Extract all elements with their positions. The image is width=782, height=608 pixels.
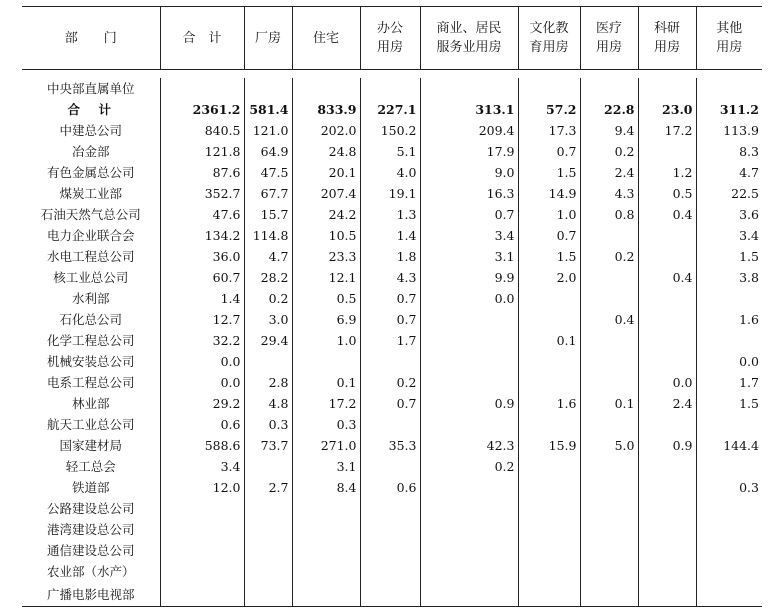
- table-cell: [638, 456, 696, 477]
- department-name: 冶金部: [71, 144, 110, 159]
- table-cell: [420, 519, 518, 540]
- department-name: 港湾建设总公司: [46, 522, 135, 537]
- table-cell: 0.6: [160, 414, 244, 435]
- table-cell: [518, 414, 580, 435]
- table-cell: [292, 540, 360, 561]
- table-cell: 2.4: [638, 393, 696, 414]
- table-cell: [160, 561, 244, 582]
- table-cell: [518, 456, 580, 477]
- table-cell: 0.2: [360, 372, 420, 393]
- table-cell: [160, 540, 244, 561]
- table-row: [22, 246, 762, 267]
- table-cell: [244, 519, 292, 540]
- table-cell: 1.0: [292, 330, 360, 351]
- department-name: 水电工程总公司: [46, 249, 135, 264]
- department-name: 铁道部: [71, 480, 110, 495]
- header-label: 用房: [653, 40, 680, 55]
- table-cell: [518, 477, 580, 498]
- table-cell: 32.2: [160, 330, 244, 351]
- table-cell: 0.7: [518, 141, 580, 162]
- table-cell: [292, 582, 360, 607]
- table-cell: [696, 498, 762, 519]
- table-cell: [292, 498, 360, 519]
- group-title-row: [22, 78, 762, 99]
- table-cell: 3.4: [160, 456, 244, 477]
- table-cell: 121.0: [244, 120, 292, 141]
- table-cell: 0.9: [420, 393, 518, 414]
- department-name: 轻工总会: [65, 459, 116, 474]
- table-cell: [580, 288, 638, 309]
- table-cell: [580, 582, 638, 607]
- total-cell: 833.9: [292, 99, 360, 120]
- table-cell: 150.2: [360, 120, 420, 141]
- table-cell: 4.8: [244, 393, 292, 414]
- table-cell: [638, 141, 696, 162]
- table-row: [22, 393, 762, 414]
- table-cell: [244, 498, 292, 519]
- spacer-row: [22, 70, 762, 79]
- header-office: [360, 7, 420, 70]
- table-cell: 271.0: [292, 435, 360, 456]
- table-cell: [244, 456, 292, 477]
- department-name: 国家建材局: [59, 438, 122, 453]
- table-cell: [244, 351, 292, 372]
- table-cell: 0.2: [580, 246, 638, 267]
- table-row: [22, 267, 762, 288]
- table-cell: 144.4: [696, 435, 762, 456]
- table-cell: 2.7: [244, 477, 292, 498]
- department-name: 电系工程总公司: [46, 375, 135, 390]
- header-label: 用房: [376, 40, 403, 55]
- department-name: 航天工业总公司: [46, 417, 135, 432]
- table-cell: [420, 309, 518, 330]
- table-cell: [580, 498, 638, 519]
- table-cell: 4.3: [580, 183, 638, 204]
- table-cell: 0.0: [638, 372, 696, 393]
- department-name: 石油天然气总公司: [40, 207, 141, 222]
- table-cell: [420, 351, 518, 372]
- table-row: [22, 204, 762, 225]
- table-cell: 3.0: [244, 309, 292, 330]
- header-label: 办公: [376, 21, 403, 36]
- table-cell: 3.6: [696, 204, 762, 225]
- table-cell: [160, 498, 244, 519]
- table-cell: [638, 498, 696, 519]
- total-cell: 311.2: [696, 99, 762, 120]
- table-row: [22, 183, 762, 204]
- department-name: 核工业总公司: [53, 270, 129, 285]
- table-row: [22, 309, 762, 330]
- table-body: [22, 70, 762, 607]
- table-cell: 588.6: [160, 435, 244, 456]
- table-cell: [638, 246, 696, 267]
- table-cell: [580, 330, 638, 351]
- header-label: 用房: [595, 40, 622, 55]
- table-cell: [696, 540, 762, 561]
- department-name: 农业部（水产）: [46, 564, 135, 579]
- table-row: [22, 561, 762, 582]
- table-cell: 3.1: [292, 456, 360, 477]
- header-label: 商业、居民: [436, 21, 502, 36]
- table-cell: 0.7: [360, 393, 420, 414]
- table-cell: [696, 288, 762, 309]
- table-cell: 134.2: [160, 225, 244, 246]
- table-cell: 0.3: [696, 477, 762, 498]
- table-cell: 0.7: [360, 288, 420, 309]
- table-cell: 67.7: [244, 183, 292, 204]
- header-label: 合 计: [182, 30, 222, 46]
- table-cell: [696, 414, 762, 435]
- table-cell: [244, 540, 292, 561]
- table-cell: 0.1: [518, 330, 580, 351]
- table-cell: [580, 267, 638, 288]
- table-cell: [638, 561, 696, 582]
- table-cell: 73.7: [244, 435, 292, 456]
- table-cell: 1.5: [518, 246, 580, 267]
- table-cell: 9.0: [420, 162, 518, 183]
- header-research: [638, 7, 696, 70]
- table-cell: [638, 540, 696, 561]
- table-cell: [420, 561, 518, 582]
- table-cell: 1.7: [696, 372, 762, 393]
- table-cell: [518, 372, 580, 393]
- table-cell: [638, 225, 696, 246]
- table-cell: 19.1: [360, 183, 420, 204]
- total-cell: 2361.2: [160, 99, 244, 120]
- table-cell: [360, 540, 420, 561]
- table-cell: 0.5: [292, 288, 360, 309]
- table-row: [22, 540, 762, 561]
- table-cell: 9.4: [580, 120, 638, 141]
- table-cell: 47.5: [244, 162, 292, 183]
- table-cell: [638, 519, 696, 540]
- department-name: 有色金属总公司: [46, 165, 135, 180]
- header-label: 医疗: [595, 21, 622, 36]
- table-row: [22, 120, 762, 141]
- table-cell: 4.3: [360, 267, 420, 288]
- table-cell: 60.7: [160, 267, 244, 288]
- table-cell: [292, 519, 360, 540]
- table-cell: 23.3: [292, 246, 360, 267]
- table-cell: [580, 561, 638, 582]
- table-cell: [420, 414, 518, 435]
- header-total: [160, 7, 244, 70]
- table-cell: 64.9: [244, 141, 292, 162]
- table-cell: 113.9: [696, 120, 762, 141]
- header-culture-education: [518, 7, 580, 70]
- table-cell: [638, 330, 696, 351]
- table-row: [22, 141, 762, 162]
- department-name: 林业部: [71, 396, 110, 411]
- header-label: 厂房: [254, 30, 281, 46]
- table-cell: [696, 456, 762, 477]
- group-title: 中央部直属单位: [46, 81, 135, 96]
- table-cell: 0.7: [360, 309, 420, 330]
- table-cell: 6.9: [292, 309, 360, 330]
- table-cell: [360, 351, 420, 372]
- table-cell: 8.3: [696, 141, 762, 162]
- table-cell: 4.0: [360, 162, 420, 183]
- table-cell: 1.4: [360, 225, 420, 246]
- table-cell: 4.7: [244, 246, 292, 267]
- department-name: 煤炭工业部: [59, 186, 122, 201]
- table-cell: 29.4: [244, 330, 292, 351]
- department-name: 机械安装总公司: [46, 354, 135, 369]
- header-label: 用房: [716, 40, 743, 55]
- header-department: [22, 7, 160, 70]
- table-cell: [518, 309, 580, 330]
- table-cell: [580, 540, 638, 561]
- table-cell: 1.5: [696, 393, 762, 414]
- table-cell: [360, 498, 420, 519]
- table-cell: 0.0: [696, 351, 762, 372]
- department-name: 化学工程总公司: [46, 333, 135, 348]
- table-cell: 12.7: [160, 309, 244, 330]
- table-cell: [696, 519, 762, 540]
- table-cell: [360, 561, 420, 582]
- table-row: [22, 225, 762, 246]
- table-cell: 2.8: [244, 372, 292, 393]
- table-cell: 42.3: [420, 435, 518, 456]
- total-cell: 581.4: [244, 99, 292, 120]
- table-cell: [292, 561, 360, 582]
- table-cell: 12.1: [292, 267, 360, 288]
- header-label: 住宅: [312, 30, 339, 46]
- department-name: 石化总公司: [59, 312, 122, 327]
- table-row: [22, 456, 762, 477]
- table-cell: 0.4: [638, 267, 696, 288]
- table-cell: [420, 477, 518, 498]
- total-cell: 22.8: [580, 99, 638, 120]
- table-cell: 8.4: [292, 477, 360, 498]
- table-cell: 17.9: [420, 141, 518, 162]
- table-row: [22, 162, 762, 183]
- table-cell: 24.8: [292, 141, 360, 162]
- table-cell: 0.7: [420, 204, 518, 225]
- table-cell: 14.9: [518, 183, 580, 204]
- table-cell: [580, 519, 638, 540]
- table-cell: 3.8: [696, 267, 762, 288]
- table-cell: 0.9: [638, 435, 696, 456]
- table-cell: 0.7: [518, 225, 580, 246]
- department-name: 中建总公司: [59, 123, 122, 138]
- table-cell: 209.4: [420, 120, 518, 141]
- table-cell: 1.4: [160, 288, 244, 309]
- department-name: 广播电影电视部: [22, 582, 160, 607]
- table-cell: 24.2: [292, 204, 360, 225]
- header-label: 部 门: [64, 30, 117, 46]
- total-cell: 227.1: [360, 99, 420, 120]
- table-cell: [638, 414, 696, 435]
- table-cell: 47.6: [160, 204, 244, 225]
- header-other: [696, 7, 762, 70]
- table-cell: 0.2: [420, 456, 518, 477]
- table-cell: 0.0: [160, 351, 244, 372]
- table-cell: 15.9: [518, 435, 580, 456]
- table-cell: [696, 330, 762, 351]
- header-label: 育用房: [529, 40, 569, 55]
- table-cell: 3.4: [696, 225, 762, 246]
- table-cell: 15.7: [244, 204, 292, 225]
- table-cell: 5.0: [580, 435, 638, 456]
- table-cell: 3.1: [420, 246, 518, 267]
- table-cell: 1.5: [696, 246, 762, 267]
- table-cell: 17.2: [638, 120, 696, 141]
- table-cell: 1.3: [360, 204, 420, 225]
- department-name: 电力企业联合会: [46, 228, 135, 243]
- table-cell: 0.3: [292, 414, 360, 435]
- table-cell: 1.6: [518, 393, 580, 414]
- table-cell: 0.1: [292, 372, 360, 393]
- table-cell: [638, 477, 696, 498]
- table-cell: [420, 582, 518, 607]
- table-cell: 20.1: [292, 162, 360, 183]
- table-cell: 35.3: [360, 435, 420, 456]
- table-cell: [580, 372, 638, 393]
- table-row: [22, 288, 762, 309]
- table-cell: [580, 477, 638, 498]
- table-cell: [420, 372, 518, 393]
- table-cell: [518, 540, 580, 561]
- header-commercial: [420, 7, 518, 70]
- table-cell: 22.5: [696, 183, 762, 204]
- table-cell: 1.5: [518, 162, 580, 183]
- table-cell: 352.7: [160, 183, 244, 204]
- table-cell: 5.1: [360, 141, 420, 162]
- table-cell: 0.2: [580, 141, 638, 162]
- table-cell: [244, 582, 292, 607]
- table-cell: 1.6: [696, 309, 762, 330]
- header-medical: [580, 7, 638, 70]
- table-cell: [580, 414, 638, 435]
- table-cell: [518, 519, 580, 540]
- table-cell: [244, 561, 292, 582]
- table-row: [22, 519, 762, 540]
- table-cell: [638, 351, 696, 372]
- table-cell: [580, 225, 638, 246]
- table-cell: [360, 414, 420, 435]
- table-cell: [638, 309, 696, 330]
- table-row: [22, 330, 762, 351]
- total-cell: 23.0: [638, 99, 696, 120]
- table-cell: [518, 582, 580, 607]
- table-cell: 0.0: [160, 372, 244, 393]
- table-cell: 1.0: [518, 204, 580, 225]
- table-cell: 840.5: [160, 120, 244, 141]
- header-factory: [244, 7, 292, 70]
- table-cell: 9.9: [420, 267, 518, 288]
- table-cell: 207.4: [292, 183, 360, 204]
- department-name: 水利部: [71, 291, 110, 306]
- table-cell: [360, 582, 420, 607]
- table-cell: 0.4: [580, 309, 638, 330]
- table-cell: 16.3: [420, 183, 518, 204]
- table-cell: [696, 561, 762, 582]
- table-row: [22, 582, 762, 607]
- statistics-table: [22, 6, 762, 607]
- table-cell: [160, 582, 244, 607]
- table-cell: [518, 498, 580, 519]
- table-cell: [518, 351, 580, 372]
- table-cell: 121.8: [160, 141, 244, 162]
- table-cell: 1.8: [360, 246, 420, 267]
- header-label: 其他: [716, 21, 743, 36]
- table-cell: 114.8: [244, 225, 292, 246]
- header-label: 文化教: [529, 21, 569, 36]
- table-cell: 0.8: [580, 204, 638, 225]
- total-label: 合 计: [67, 102, 114, 117]
- table-row: [22, 498, 762, 519]
- table-cell: 29.2: [160, 393, 244, 414]
- table-cell: 28.2: [244, 267, 292, 288]
- table-row: [22, 372, 762, 393]
- table-cell: 10.5: [292, 225, 360, 246]
- table-cell: 4.7: [696, 162, 762, 183]
- table-cell: 0.6: [360, 477, 420, 498]
- table-cell: 0.4: [638, 204, 696, 225]
- table-cell: 36.0: [160, 246, 244, 267]
- table-cell: 17.3: [518, 120, 580, 141]
- table-cell: 2.4: [580, 162, 638, 183]
- table-cell: [420, 330, 518, 351]
- table-cell: 87.6: [160, 162, 244, 183]
- table-cell: [420, 540, 518, 561]
- table-cell: [580, 456, 638, 477]
- total-cell: 313.1: [420, 99, 518, 120]
- table-cell: 1.7: [360, 330, 420, 351]
- table-row: [22, 477, 762, 498]
- header-label: 服务业用房: [436, 40, 502, 55]
- table-cell: [420, 498, 518, 519]
- table-cell: 0.5: [638, 183, 696, 204]
- table-cell: [360, 456, 420, 477]
- total-row: [22, 99, 762, 120]
- table-cell: 12.0: [160, 477, 244, 498]
- table-cell: [518, 561, 580, 582]
- table-cell: [292, 351, 360, 372]
- table-header-row: [22, 7, 762, 70]
- table-cell: [696, 582, 762, 607]
- header-residential: [292, 7, 360, 70]
- table-cell: [518, 288, 580, 309]
- table-cell: 2.0: [518, 267, 580, 288]
- table-cell: 1.2: [638, 162, 696, 183]
- table-cell: [360, 519, 420, 540]
- department-name: 通信建设总公司: [46, 543, 135, 558]
- department-name: 公路建设总公司: [46, 501, 135, 516]
- table-cell: 0.0: [420, 288, 518, 309]
- total-cell: 57.2: [518, 99, 580, 120]
- table-cell: [160, 519, 244, 540]
- table-cell: [638, 288, 696, 309]
- table-cell: 3.4: [420, 225, 518, 246]
- table-cell: [638, 582, 696, 607]
- table-cell: 202.0: [292, 120, 360, 141]
- table-cell: 0.1: [580, 393, 638, 414]
- table-row: [22, 435, 762, 456]
- table-cell: 0.2: [244, 288, 292, 309]
- table-row: [22, 414, 762, 435]
- table-row: [22, 351, 762, 372]
- table-cell: 0.3: [244, 414, 292, 435]
- header-label: 科研: [653, 21, 680, 36]
- table-cell: 17.2: [292, 393, 360, 414]
- table-cell: [580, 351, 638, 372]
